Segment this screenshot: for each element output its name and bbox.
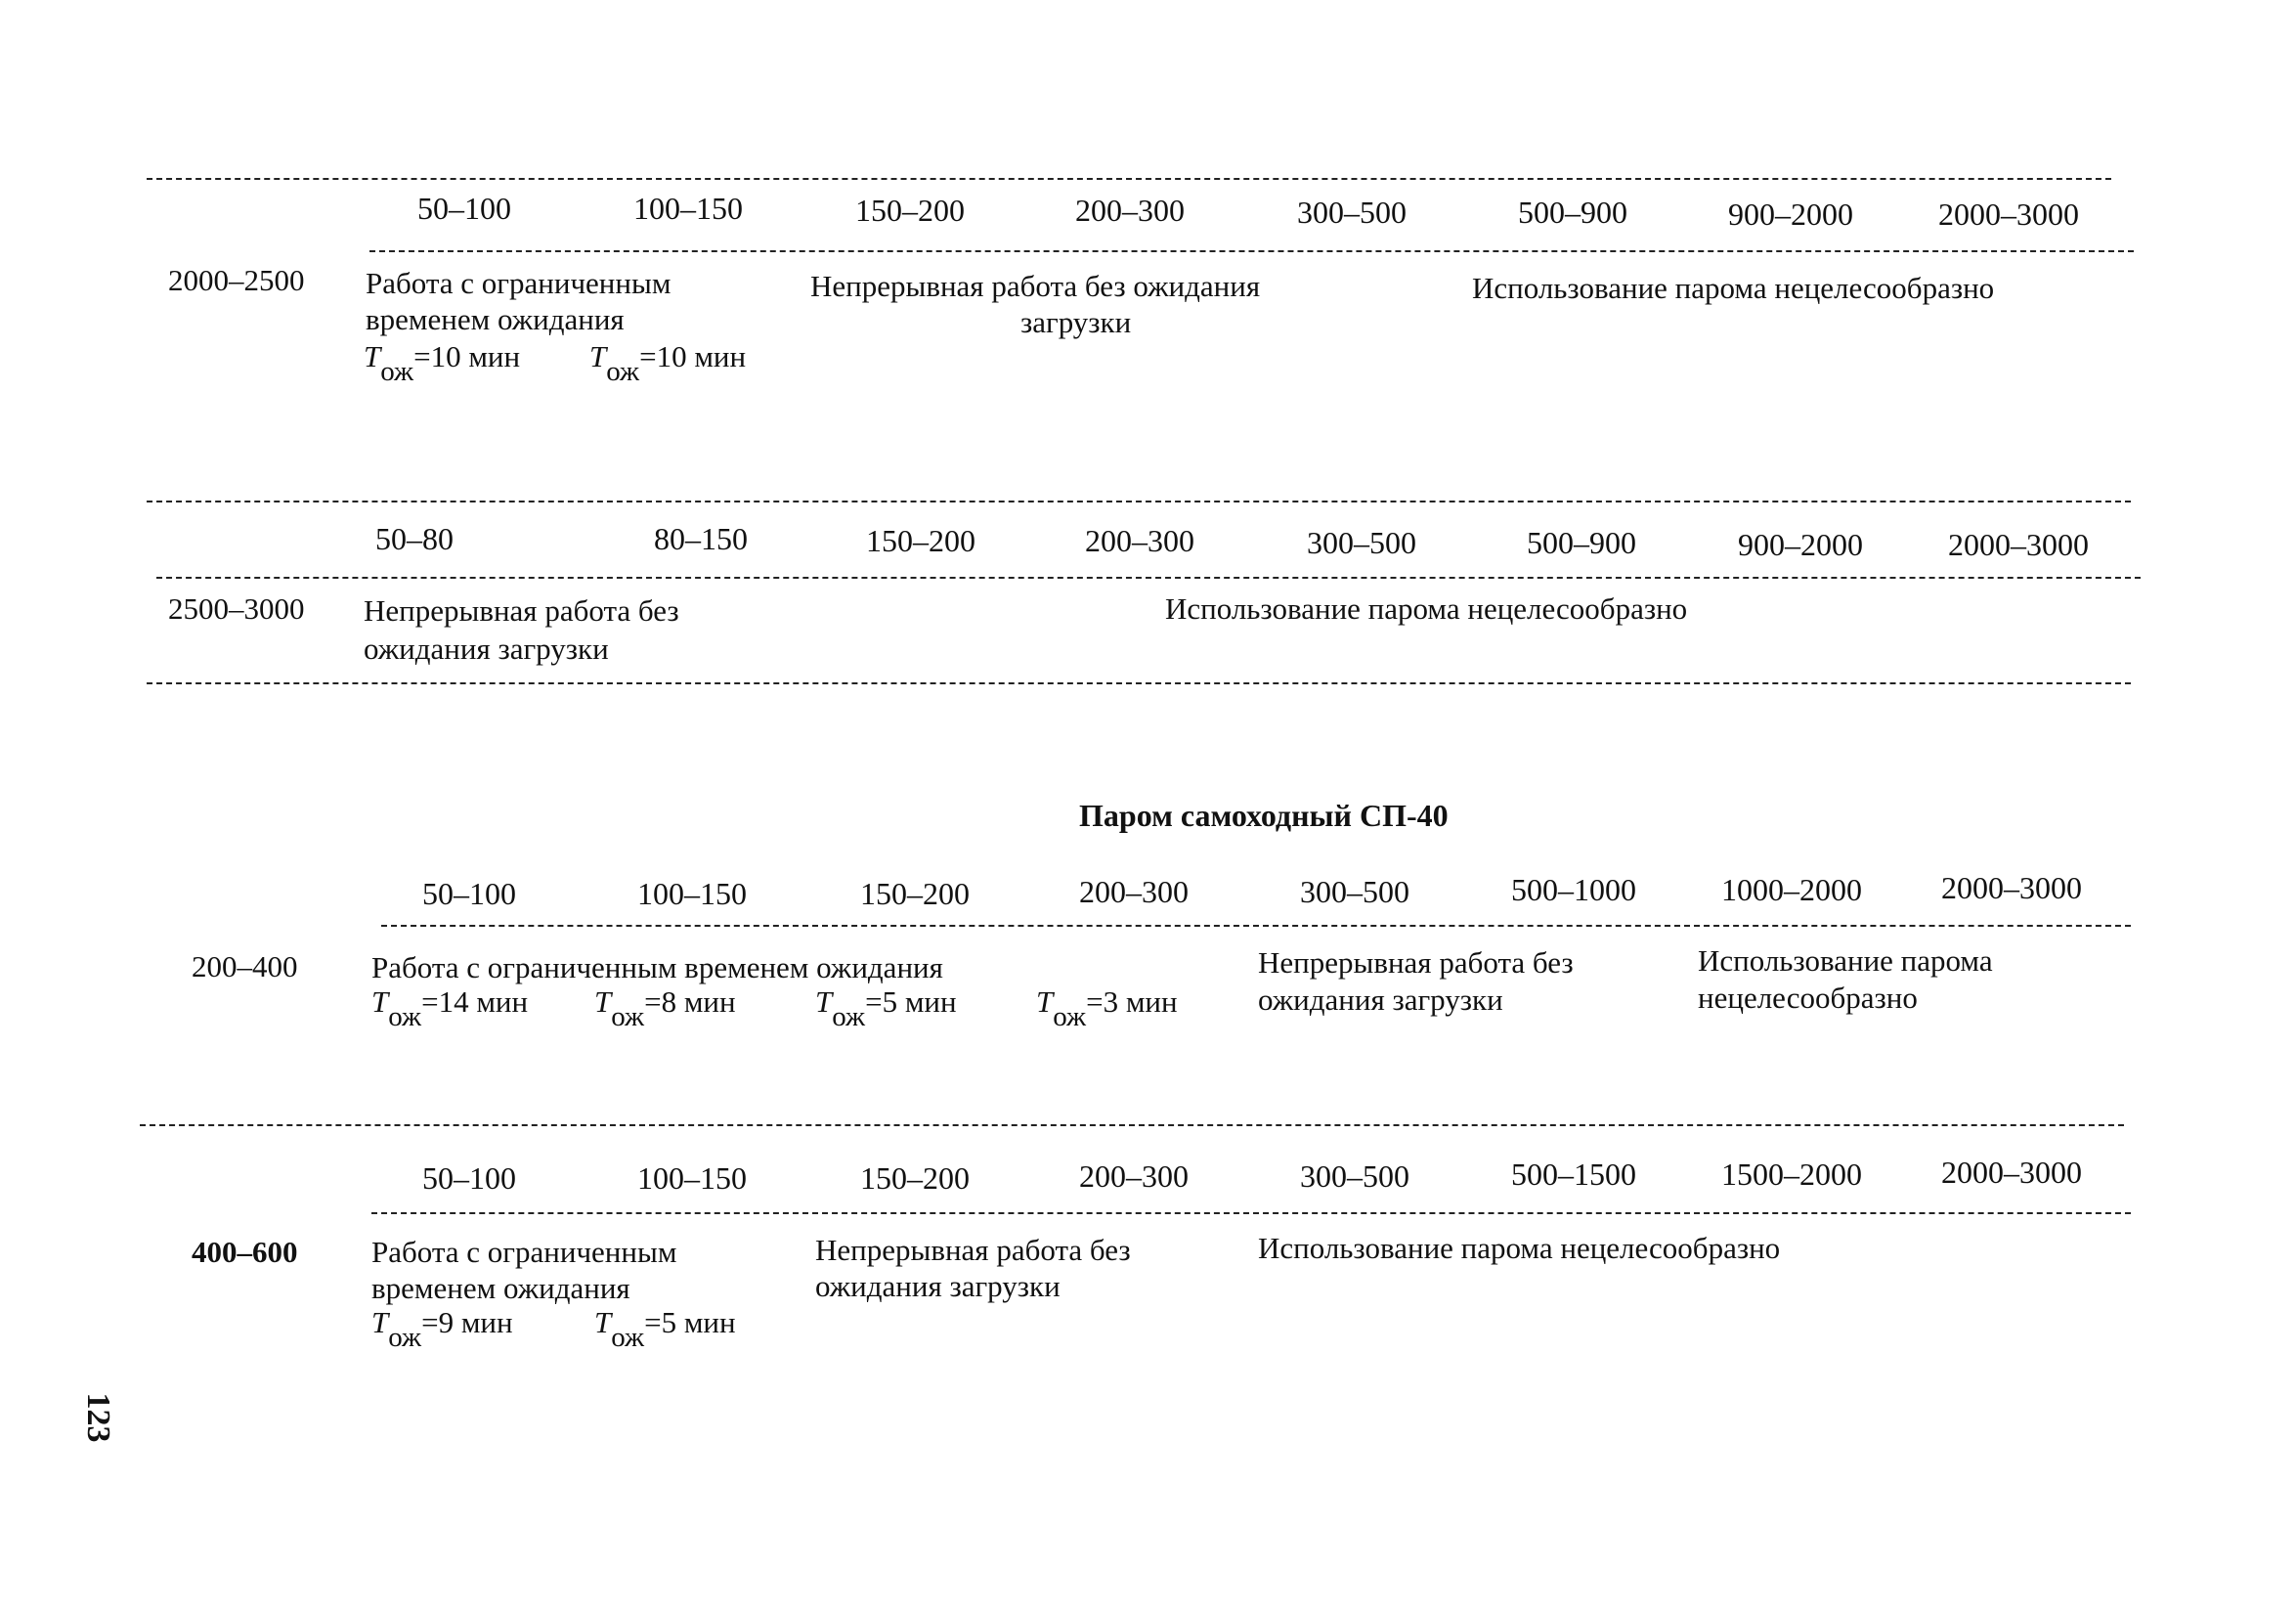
cell-text: Непрерывная работа без — [815, 1233, 1131, 1267]
col-header: 50–100 — [422, 1160, 516, 1196]
col-header: 500–1500 — [1511, 1157, 1636, 1192]
col-header: 2000–3000 — [1938, 196, 2079, 232]
t-wait-value: Tож=9 мин — [371, 1305, 513, 1353]
col-header: 900–2000 — [1738, 527, 1863, 562]
cell-text: загрузки — [1020, 305, 1132, 339]
range-label: 2000–2500 — [168, 263, 305, 297]
t-wait-value: Tож=10 мин — [589, 339, 747, 387]
col-header: 200–300 — [1079, 874, 1189, 909]
col-header: 150–200 — [855, 193, 965, 228]
rule-top-1 — [147, 178, 2111, 180]
col-header: 300–500 — [1297, 195, 1407, 230]
rule-bottom-2 — [147, 682, 2131, 684]
cell-text: Использование парома нецелесообразно — [1258, 1231, 1781, 1265]
col-header: 100–150 — [637, 1160, 747, 1196]
cell-text: Работа с ограниченным — [371, 1235, 677, 1269]
col-header: 900–2000 — [1728, 196, 1853, 232]
col-header: 2000–3000 — [1941, 1155, 2082, 1190]
rule-top-4 — [140, 1124, 2124, 1126]
col-header: 150–200 — [860, 876, 970, 911]
col-header: 500–1000 — [1511, 872, 1636, 907]
col-header: 500–900 — [1527, 525, 1636, 560]
rule-header-1 — [369, 250, 2134, 252]
cell-text: Непрерывная работа без — [364, 593, 679, 628]
cell-text: Непрерывная работа без ожидания — [810, 269, 1261, 303]
cell-text: ожидания загрузки — [1258, 982, 1503, 1017]
col-header: 100–150 — [637, 876, 747, 911]
cell-text: ожидания загрузки — [364, 632, 609, 666]
col-header: 500–900 — [1518, 195, 1627, 230]
cell-text: Работа с ограниченным — [366, 266, 671, 300]
col-header: 1500–2000 — [1721, 1157, 1862, 1192]
cell-text: ожидания загрузки — [815, 1269, 1061, 1303]
col-header: 50–100 — [422, 876, 516, 911]
page-number: 123 — [80, 1392, 116, 1443]
t-wait-value: Tож=5 мин — [594, 1305, 736, 1353]
col-header: 200–300 — [1079, 1158, 1189, 1194]
cell-text: Непрерывная работа без — [1258, 945, 1574, 980]
t-wait-value: Tож=3 мин — [1036, 984, 1178, 1032]
cell-text: Использование парома нецелесообразно — [1165, 591, 1688, 626]
col-header: 2000–3000 — [1941, 870, 2082, 905]
rule-header-4 — [371, 1212, 2131, 1214]
range-label: 200–400 — [192, 949, 298, 983]
col-header: 150–200 — [860, 1160, 970, 1196]
rule-header-3 — [381, 925, 2131, 927]
t-wait-value: Tож=14 мин — [371, 984, 529, 1032]
cell-text: временем ожидания — [366, 302, 625, 336]
cell-text: нецелесообразно — [1698, 981, 1918, 1015]
col-header: 300–500 — [1300, 1158, 1409, 1194]
t-wait-value: Tож=10 мин — [364, 339, 521, 387]
col-header: 300–500 — [1300, 874, 1409, 909]
cell-text: временем ожидания — [371, 1271, 630, 1305]
col-header: 1000–2000 — [1721, 872, 1862, 907]
col-header: 150–200 — [866, 523, 975, 558]
section-title: Паром самоходный СП-40 — [1079, 798, 1449, 833]
t-wait-value: Tож=5 мин — [815, 984, 957, 1032]
col-header: 80–150 — [654, 521, 748, 556]
t-wait-value: Tож=8 мин — [594, 984, 736, 1032]
cell-text: Работа с ограниченным временем ожидания — [371, 950, 943, 984]
col-header: 200–300 — [1085, 523, 1194, 558]
rule-header-2 — [156, 577, 2141, 579]
cell-text: Использование парома нецелесообразно — [1472, 271, 1995, 305]
range-label: 400–600 — [192, 1235, 298, 1269]
col-header: 50–100 — [417, 191, 511, 226]
rule-top-2 — [147, 501, 2131, 502]
col-header: 300–500 — [1307, 525, 1416, 560]
range-label: 2500–3000 — [168, 591, 305, 626]
col-header: 2000–3000 — [1948, 527, 2089, 562]
col-header: 50–80 — [375, 521, 454, 556]
cell-text: Использование парома — [1698, 943, 1993, 978]
col-header: 200–300 — [1075, 193, 1185, 228]
col-header: 100–150 — [633, 191, 743, 226]
